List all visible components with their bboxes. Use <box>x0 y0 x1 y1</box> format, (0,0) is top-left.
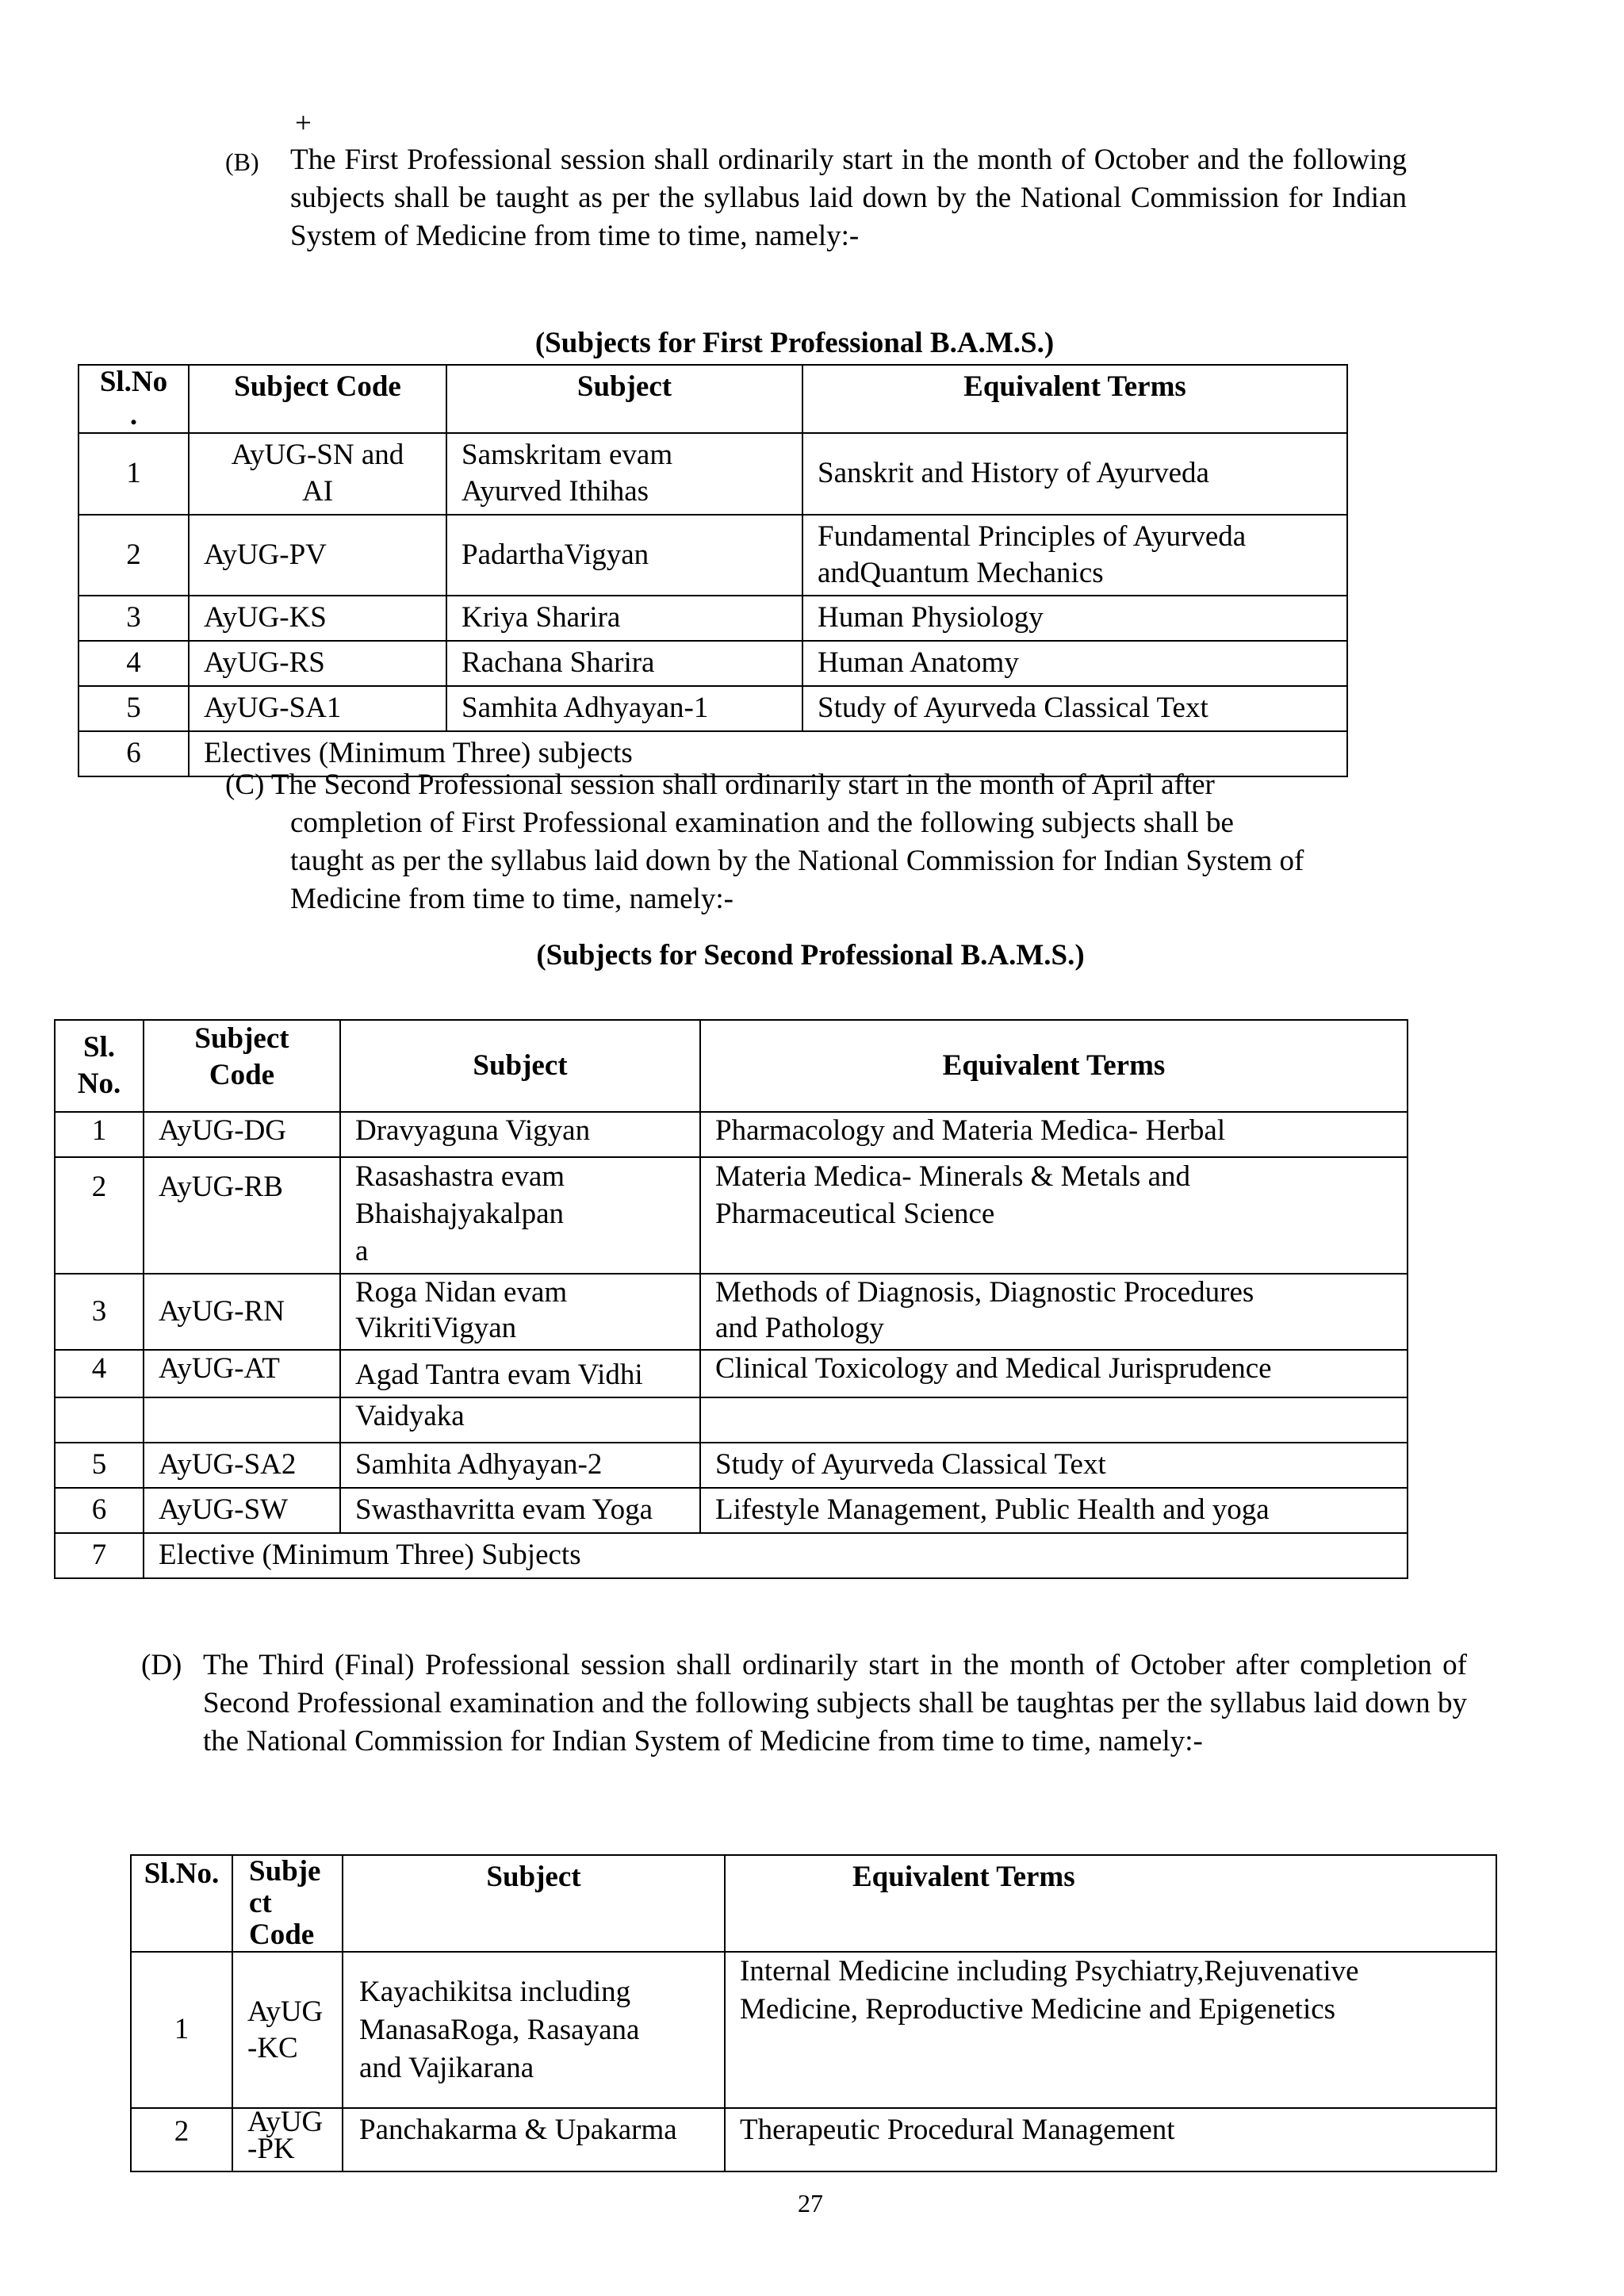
table1-cell-terms: Study of Ayurveda Classical Text <box>802 686 1347 731</box>
table1-cell-sl: 4 <box>79 641 189 686</box>
section-d-marker: (D) <box>141 1649 182 1681</box>
table2 <box>54 1019 1408 1579</box>
table1-cell-subject: Samhita Adhyayan-1 <box>446 686 802 731</box>
table1-header-row <box>79 365 1347 433</box>
table1-cell-code: AyUG-SN and AI <box>189 433 446 515</box>
table3-cell-terms: Therapeutic Procedural Management <box>725 2108 1496 2171</box>
section-b-marker: (B) <box>225 148 259 176</box>
table-row <box>55 1157 1408 1274</box>
table-row <box>55 1397 1408 1443</box>
table1-header-sl: Sl.No . <box>79 365 189 433</box>
table2-cell-terms: Methods of Diagnosis, Diagnostic Procedures and Pathology <box>700 1274 1408 1350</box>
table1-cell-sl: 3 <box>79 596 189 641</box>
table-row <box>79 641 1347 686</box>
table2-header-sl: Sl. No. <box>55 1020 144 1112</box>
table3-cell-code: AyUG -PK <box>232 2108 343 2171</box>
section-d-text: The Third (Final) Professional session shall ordinarily start in the month of October after completion of Second Professional examination and the following subjects shall be taughtas per the syllabus laid down by the National Commission for Indian System of Medicine from time to time, namely:- <box>203 1649 1467 1757</box>
page-number: 27 <box>798 2189 823 2217</box>
table2-cell-terms: Lifestyle Management, Public Health and yoga <box>700 1488 1408 1533</box>
table3-cell-terms: Internal Medicine including Psychiatry,Rejuvenative Medicine, Reproductive Medicine and Epigenetics <box>725 1952 1496 2108</box>
table3-header-terms: Equivalent Terms <box>725 1855 1496 1952</box>
table2-cell-code: AyUG-DG <box>144 1112 340 1157</box>
table3-header-sl: Sl.No. <box>131 1855 232 1952</box>
table1-cell-code: AyUG-SA1 <box>189 686 446 731</box>
section-c-line1: (C) The Second Professional session shall ordinarily start in the month of April after <box>225 769 1215 801</box>
table3-header-code: Subje ct Code <box>232 1855 343 1952</box>
table-row <box>55 1488 1408 1533</box>
table2-cell-subject: Vaidyaka <box>340 1397 700 1443</box>
table3 <box>130 1854 1497 2172</box>
table-row <box>131 2108 1496 2171</box>
table2-header-code: Subject Code <box>144 1020 340 1112</box>
table1 <box>78 364 1348 777</box>
table3-cell-sl: 1 <box>131 1952 232 2108</box>
table1-cell-code: AyUG-PV <box>189 515 446 596</box>
table1-header-code: Subject Code <box>189 365 446 433</box>
table1-cell-code: AyUG-RS <box>189 641 446 686</box>
table2-cell-subject: Roga Nidan evam VikritiVigyan <box>340 1274 700 1350</box>
table2-header-row <box>55 1020 1408 1112</box>
section-c-text: completion of First Professional examination and the following subjects shall be taught as per the syllabus laid down by the National Commission for Indian System of Medicine from time to time, namely:- <box>290 807 1304 915</box>
plus-mark: + <box>295 107 312 140</box>
table1-cell-subject: PadarthaVigyan <box>446 515 802 596</box>
table3-cell-sl: 2 <box>131 2108 232 2171</box>
table1-cell-sl: 5 <box>79 686 189 731</box>
table1-cell-terms: Human Anatomy <box>802 641 1347 686</box>
table2-cell-terms: Materia Medica- Minerals & Metals and Pharmaceutical Science <box>700 1157 1408 1274</box>
table2-header-terms: Equivalent Terms <box>700 1020 1408 1112</box>
table1-cell-sl: 2 <box>79 515 189 596</box>
table-row <box>79 686 1347 731</box>
table2-cell-code: AyUG-SW <box>144 1488 340 1533</box>
table2-header-subject: Subject <box>340 1020 700 1112</box>
table1-cell-subject: Samskritam evam Ayurved Ithihas <box>446 433 802 515</box>
table2-cell-code: AyUG-SA2 <box>144 1443 340 1488</box>
table-row <box>79 515 1347 596</box>
table1-header-subject: Subject <box>446 365 802 433</box>
table2-cell-sl: 2 <box>55 1157 144 1274</box>
table2-cell-subject: Swasthavritta evam Yoga <box>340 1488 700 1533</box>
table1-header-terms: Equivalent Terms <box>802 365 1347 433</box>
table-row <box>55 1533 1408 1578</box>
table2-cell-sl: 7 <box>55 1533 144 1578</box>
table3-cell-subject: Kayachikitsa including ManasaRoga, Rasayana and Vajikarana <box>343 1952 725 2108</box>
table1-cell-subject: Kriya Sharira <box>446 596 802 641</box>
table1-cell-terms: Human Physiology <box>802 596 1347 641</box>
table2-cell-code: AyUG-AT <box>144 1350 340 1397</box>
table-row <box>55 1274 1408 1350</box>
table1-cell-terms: Fundamental Principles of Ayurveda andQuantum Mechanics <box>802 515 1347 596</box>
table-row <box>55 1350 1408 1397</box>
table2-cell-code: AyUG-RB <box>144 1157 340 1274</box>
table1-title: (Subjects for First Professional B.A.M.S.) <box>534 327 1055 359</box>
table1-cell-subject: Rachana Sharira <box>446 641 802 686</box>
table2-cell-subject: Rasashastra evam Bhaishajyakalpan a <box>340 1157 700 1274</box>
table-row <box>55 1112 1408 1157</box>
table2-cell-elective: Elective (Minimum Three) Subjects <box>144 1533 1408 1578</box>
table2-cell-subject: Agad Tantra evam Vidhi <box>340 1350 700 1397</box>
table3-cell-subject: Panchakarma & Upakarma <box>343 2108 725 2171</box>
table3-header-subject: Subject <box>343 1855 725 1952</box>
table3-cell-code: AyUG -KC <box>232 1952 343 2108</box>
table2-cell-terms <box>700 1397 1408 1443</box>
table2-cell-sl: 5 <box>55 1443 144 1488</box>
table2-cell-sl: 4 <box>55 1350 144 1397</box>
table3-header-row <box>131 1855 1496 1952</box>
table2-cell-sl: 1 <box>55 1112 144 1157</box>
table2-cell-code: AyUG-RN <box>144 1274 340 1350</box>
table2-cell-sl: 6 <box>55 1488 144 1533</box>
table1-cell-sl: 6 <box>79 731 189 776</box>
table1-cell-terms: Sanskrit and History of Ayurveda <box>802 433 1347 515</box>
table2-cell-terms: Pharmacology and Materia Medica- Herbal <box>700 1112 1408 1157</box>
table2-cell-terms: Study of Ayurveda Classical Text <box>700 1443 1408 1488</box>
table-row <box>79 433 1347 515</box>
table1-cell-electives: Electives (Minimum Three) subjects <box>189 731 1347 776</box>
table-row <box>55 1443 1408 1488</box>
table2-cell-code <box>144 1397 340 1443</box>
table1-cell-code: AyUG-KS <box>189 596 446 641</box>
table2-cell-sl <box>55 1397 144 1443</box>
table2-cell-subject: Samhita Adhyayan-2 <box>340 1443 700 1488</box>
table2-title: (Subjects for Second Professional B.A.M.S.) <box>536 939 1085 972</box>
table2-cell-terms: Clinical Toxicology and Medical Jurisprudence <box>700 1350 1408 1397</box>
table2-cell-sl: 3 <box>55 1274 144 1350</box>
section-b-text: The First Professional session shall ordinarily start in the month of October and the following subjects shall be taught as per the syllabus laid down by the National Commission for Indian System of Medicine from time to time, namely:- <box>290 144 1407 252</box>
table-row <box>131 1952 1496 2108</box>
table2-cell-subject: Dravyaguna Vigyan <box>340 1112 700 1157</box>
table-row <box>79 596 1347 641</box>
table1-cell-sl: 1 <box>79 433 189 515</box>
